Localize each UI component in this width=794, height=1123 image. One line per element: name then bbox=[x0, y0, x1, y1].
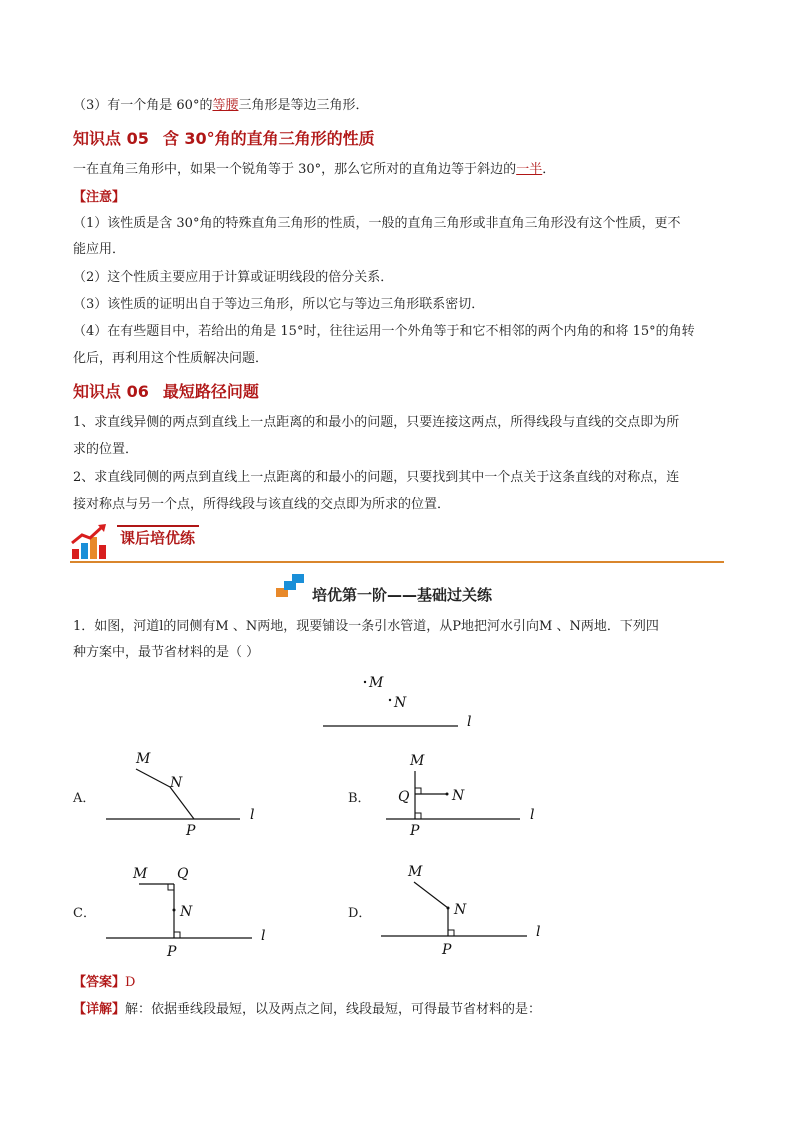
label-m: M bbox=[133, 866, 148, 882]
answer-label: 【答案】 bbox=[73, 975, 126, 990]
chart-growth-icon bbox=[70, 523, 110, 561]
note-label: 【注意】 bbox=[73, 190, 126, 205]
detail-line bbox=[73, 1000, 723, 1020]
option-b-figure bbox=[380, 745, 550, 845]
note-line-3: （2）这个性质主要应用于计算或证明线段的倍分关系． bbox=[73, 270, 394, 285]
option-a-label: A． bbox=[73, 791, 96, 806]
option-b-label: B． bbox=[348, 791, 371, 806]
kp06-line-1: 1、求直线异侧的两点到直线上一点距离的和最小的问题，只要连接这两点，所得线段与直线的交点即为所 bbox=[73, 415, 680, 430]
option-d-label: D． bbox=[348, 906, 372, 921]
section-divider bbox=[70, 561, 724, 563]
option-a-figure bbox=[100, 745, 270, 845]
question1-line-2: 种方案中，最节省材料的是（ ） bbox=[73, 645, 260, 660]
kp05-title: 含 30°角的直角三角形的性质 bbox=[162, 129, 375, 148]
stairs-icon bbox=[274, 573, 308, 599]
note-line-2: 能应用． bbox=[73, 242, 126, 257]
label-l: l bbox=[250, 807, 255, 823]
section-title: 课后培优练 bbox=[120, 529, 196, 547]
option-c-label: C． bbox=[73, 906, 96, 921]
kp06-heading bbox=[73, 379, 259, 402]
option-d-figure bbox=[375, 860, 550, 960]
label-l: l bbox=[536, 924, 541, 940]
answer-line bbox=[73, 973, 723, 993]
note-line-1: （1）该性质是含 30°角的特殊直角三角形的性质，一般的直角三角形或非直角三角形没有这个性质，更不 bbox=[73, 216, 681, 231]
label-m: M bbox=[369, 675, 384, 691]
label-n: N bbox=[452, 788, 465, 804]
note-line-5: （4）在有些题目中，若给出的角是 15°时，往往运用一个外角等于和它不相邻的两个内角的和将 15°的角转 bbox=[73, 324, 695, 339]
label-q: Q bbox=[177, 866, 189, 882]
kp06-line-2: 求的位置． bbox=[73, 442, 139, 457]
label-l: l bbox=[467, 714, 472, 730]
kp06-title: 最短路径问题 bbox=[162, 382, 259, 401]
kp06-number: 知识点 06 bbox=[73, 382, 149, 401]
label-p: P bbox=[167, 944, 177, 960]
kp05-heading bbox=[73, 126, 375, 149]
label-n: N bbox=[394, 695, 407, 711]
label-n: N bbox=[180, 904, 193, 920]
label-m: M bbox=[136, 751, 151, 767]
note-line-6: 化后，再利用这个性质解决问题． bbox=[73, 351, 269, 366]
kp06-line-4: 接对称点与另一个点，所得线段与该直线的交点即为所求的位置． bbox=[73, 497, 451, 512]
label-n: N bbox=[170, 775, 183, 791]
detail-label: 【详解】 bbox=[73, 1002, 126, 1017]
label-m: M bbox=[408, 864, 423, 880]
kp05-body: 一在直角三角形中，如果一个锐角等于 30°，那么它所对的直角边等于斜边的一半． bbox=[73, 162, 556, 177]
stage-title: 培优第一阶——基础过关练 bbox=[312, 586, 493, 604]
detail-text: 解：依据垂线段最短，以及两点之间，线段最短，可得最节省材料的是： bbox=[125, 1002, 542, 1017]
label-q: Q bbox=[398, 789, 410, 805]
label-l: l bbox=[530, 807, 535, 823]
label-n: N bbox=[454, 902, 467, 918]
label-p: P bbox=[410, 823, 420, 839]
answer-value: D bbox=[125, 975, 136, 990]
kp05-number: 知识点 05 bbox=[73, 129, 149, 148]
kp06-line-3: 2、求直线同侧的两点到直线上一点距离的和最小的问题，只要找到其中一个点关于这条直线的对称点，连 bbox=[73, 470, 680, 485]
intro-line: （3）有一个角是 60°的等腰三角形是等边三角形． bbox=[73, 98, 369, 113]
option-c-figure bbox=[100, 860, 270, 960]
question1-line-1: 1．如图，河道l的同侧有M 、N两地，现要铺设一条引水管道，从P地把河水引向M 、N两地．下列四 bbox=[73, 619, 659, 634]
label-l: l bbox=[261, 928, 266, 944]
label-p: P bbox=[186, 823, 196, 839]
label-m: M bbox=[410, 753, 425, 769]
label-p: P bbox=[442, 942, 452, 958]
question-figure bbox=[315, 670, 485, 735]
note-line-4: （3）该性质的证明出自于等边三角形，所以它与等边三角形联系密切． bbox=[73, 297, 485, 312]
